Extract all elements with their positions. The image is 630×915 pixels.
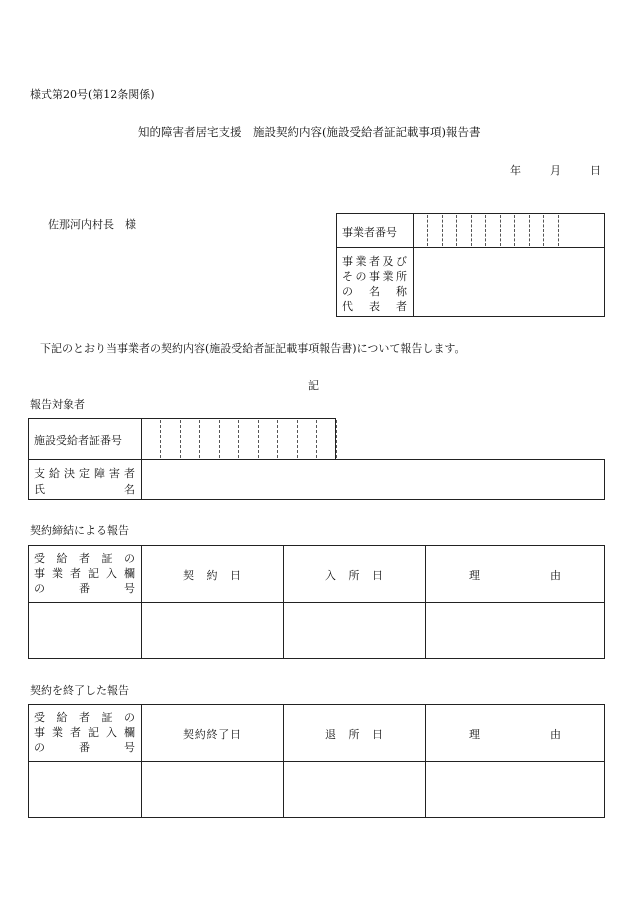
contract-col4-header-char: 理 [469, 569, 480, 582]
termination-col1-header-line-char: 番 [79, 741, 90, 754]
termination-col1-header-line-char: の [124, 711, 135, 724]
termination-col1-header-line-char: 入 [106, 726, 117, 739]
contract-col2-header [183, 567, 241, 583]
digit-separator [277, 420, 278, 458]
target-name-line-char: 決 [64, 467, 75, 480]
digit-separator [442, 215, 443, 246]
contract-col1-header-line-char: 記 [88, 567, 99, 580]
target-name-line-char: 害 [109, 467, 120, 480]
contract-col4-header-char: 由 [550, 569, 561, 582]
contract-col1-header-line-char: 入 [106, 567, 117, 580]
digit-separator [558, 215, 559, 246]
termination-col1-header-line-char: 欄 [124, 726, 135, 739]
business-name-line-char: 業 [382, 270, 394, 283]
digit-separator [199, 420, 200, 458]
digit-separator [471, 215, 472, 246]
digit-separator [316, 420, 317, 458]
termination-col1-header-line-char: 記 [88, 726, 99, 739]
termination-col1-header-line-char: 業 [52, 726, 63, 739]
digit-separator [514, 215, 515, 246]
termination-col1-header-line-char: 受 [34, 711, 45, 724]
termination-col4-header [469, 726, 561, 742]
addressee: 佐那河内村長 様 [48, 218, 136, 231]
business-name-line-char: 所 [396, 270, 407, 283]
contract-col1-header-line-char: の [34, 582, 45, 595]
target-name-line [34, 481, 135, 497]
contract-col3-header-char: 所 [348, 569, 360, 582]
business-name-line-char: の [342, 285, 353, 298]
business-name-line-char: び [396, 255, 407, 268]
termination-data-cell[interactable] [142, 762, 282, 817]
target-name-field[interactable] [142, 460, 604, 499]
termination-data-cell[interactable] [284, 762, 424, 817]
contract-col4-header [469, 567, 561, 583]
ki-label: 記 [308, 379, 319, 392]
contract-col1-header-line-char: 業 [52, 567, 63, 580]
target-name-line-char: 給 [49, 467, 60, 480]
digit-separator [160, 420, 161, 458]
termination-col1-header-line-char: 号 [124, 741, 135, 754]
termination-col2-header-char: 了 [218, 728, 230, 741]
business-name-line-char: そ [342, 270, 353, 283]
target-name-line [34, 465, 135, 481]
target-name-line-char: 氏 [34, 483, 45, 496]
termination-col1-header-line-char: 事 [34, 726, 45, 739]
contract-col1-header-line-char: 者 [79, 552, 90, 565]
business-name-line-char: 者 [396, 300, 407, 313]
digit-separator [500, 215, 501, 246]
digit-separator [456, 215, 457, 246]
intro-text: 下記のとおり当事業者の契約内容(施設受給者証記載事項報告書)について報告します。 [40, 342, 466, 355]
business-name-line-char: 者 [369, 255, 380, 268]
digit-separator [485, 215, 486, 246]
contract-col3-header-char: 日 [372, 569, 383, 582]
business-name-line [342, 283, 407, 299]
digit-separator [238, 420, 239, 458]
termination-col2-header-char: 約 [194, 728, 206, 741]
digit-separator [297, 420, 298, 458]
termination-col2-header-char: 契 [183, 728, 194, 741]
termination-col3-header-char: 所 [348, 728, 360, 741]
target-name-line-char: 定 [79, 467, 90, 480]
termination-col4-header-char: 由 [550, 728, 561, 741]
business-name-line-char: 及 [382, 255, 394, 268]
termination-col1-header-line [34, 739, 135, 755]
business-number-label: 事業者番号 [342, 226, 397, 239]
contract-col2-header-char: 約 [206, 569, 218, 582]
digit-separator [336, 420, 337, 458]
target-name-line-char: 者 [124, 467, 135, 480]
digit-separator [180, 420, 181, 458]
business-name-line-char: 表 [369, 300, 380, 313]
business-name-line-char: 名 [369, 285, 380, 298]
contract-col1-header-line-char: 受 [34, 552, 45, 565]
contract-col1-header-line-char: の [124, 552, 135, 565]
digit-separator [258, 420, 259, 458]
contract-col1-header-line-char: 番 [79, 582, 90, 595]
termination-section-label: 契約を終了した報告 [30, 684, 129, 697]
business-name-line-char: 業 [355, 255, 367, 268]
contract-col1-header-line-char: 証 [101, 552, 113, 565]
contract-col1-header-line-char: 号 [124, 582, 135, 595]
termination-col1-header-line-char: 者 [79, 711, 90, 724]
termination-col1-header-line [34, 724, 135, 740]
digit-separator [529, 215, 530, 246]
termination-col1-header-line-char: 者 [70, 726, 81, 739]
termination-col2-header-char: 終 [206, 728, 218, 741]
business-name-line-char: の [355, 270, 367, 283]
cert-number-label: 施設受給者証番号 [34, 434, 122, 447]
date-year-label: 年 [510, 164, 521, 177]
termination-col1-header-line-char: 証 [101, 711, 113, 724]
termination-col3-header-char: 日 [372, 728, 383, 741]
business-name-line-char: 代 [342, 300, 353, 313]
termination-col4-header-char: 理 [469, 728, 480, 741]
termination-col3-header-char: 退 [325, 728, 336, 741]
business-name-line [342, 253, 407, 269]
target-name-line-char: 支 [34, 467, 45, 480]
contract-col2-header-char: 契 [183, 569, 194, 582]
termination-col2-header-char: 日 [230, 728, 241, 741]
contract-col3-header [325, 567, 383, 583]
date-day-label: 日 [590, 164, 601, 177]
business-name-line-char: 称 [396, 285, 407, 298]
contract-col1-header-line-char: 欄 [124, 567, 135, 580]
contract-col1-header-line-char: 事 [34, 567, 45, 580]
termination-col3-header [325, 726, 383, 742]
business-name-line-char: 事 [342, 255, 353, 268]
digit-separator [219, 420, 220, 458]
digit-separator [427, 215, 428, 246]
form-number: 様式第20号(第12条関係) [30, 88, 155, 101]
contract-col3-header-char: 入 [325, 569, 336, 582]
contract-col1-header-line-char: 給 [56, 552, 68, 565]
target-section-label: 報告対象者 [30, 398, 85, 411]
digit-separator [543, 215, 544, 246]
termination-data-cell[interactable] [29, 762, 140, 817]
target-name-line-char: 名 [124, 483, 135, 496]
business-name-line-char: 事 [369, 270, 380, 283]
termination-col1-header-line-char: 給 [56, 711, 68, 724]
business-name-field[interactable] [414, 248, 604, 316]
termination-col1-header-line-char: の [34, 741, 45, 754]
contract-col1-header-line-char: 者 [70, 567, 81, 580]
contract-section-label: 契約締結による報告 [30, 524, 129, 537]
target-name-line-char: 障 [94, 467, 105, 480]
termination-col2-header [183, 726, 241, 742]
contract-col1-header-line [34, 550, 135, 566]
contract-data-cell[interactable] [142, 603, 282, 658]
date-month-label: 月 [550, 164, 561, 177]
termination-data-cell[interactable] [426, 762, 604, 817]
business-name-line [342, 298, 407, 314]
contract-col1-header-line [34, 565, 135, 581]
contract-data-cell[interactable] [284, 603, 424, 658]
page-title: 知的障害者居宅支援 施設契約内容(施設受給者証記載事項)報告書 [138, 125, 481, 139]
termination-col1-header-line [34, 709, 135, 725]
business-name-line [342, 268, 407, 284]
contract-col2-header-char: 日 [230, 569, 241, 582]
contract-data-cell[interactable] [29, 603, 140, 658]
contract-data-cell[interactable] [426, 603, 604, 658]
contract-col1-header-line [34, 580, 135, 596]
